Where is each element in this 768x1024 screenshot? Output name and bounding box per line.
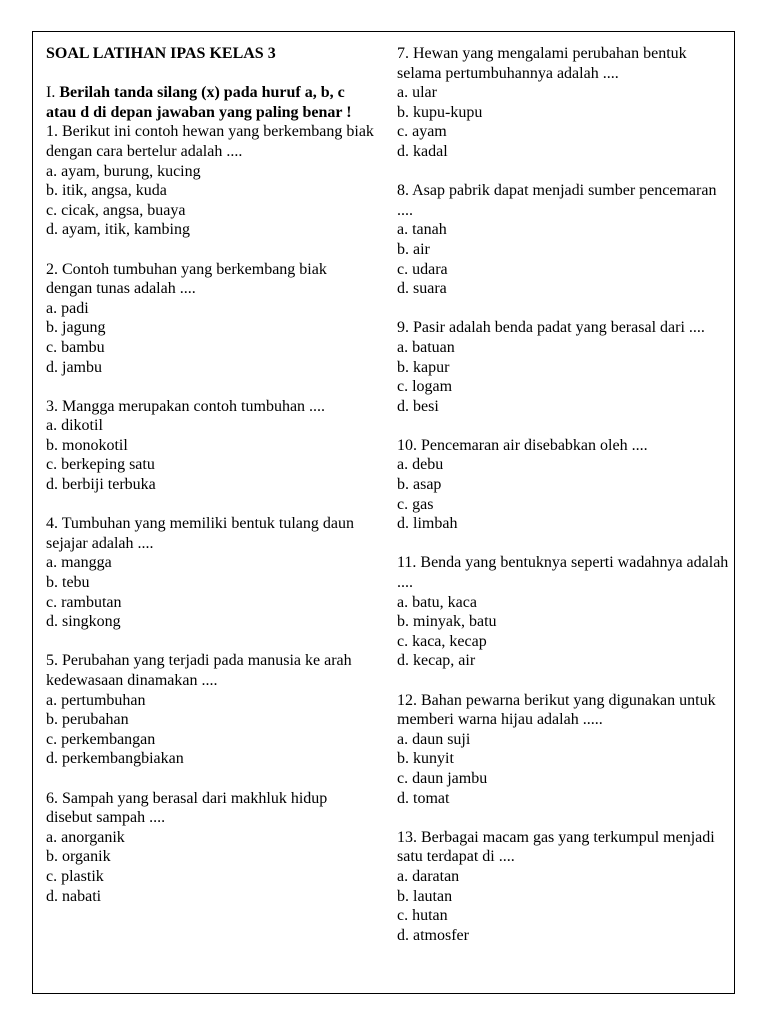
answer-option: d. perkembangbiakan [46,750,184,768]
answer-option: b. monokotil [46,436,128,454]
question-text: 2. Contoh tumbuhan yang berkembang biak dengan tunas adalah .... [46,260,327,298]
answer-option: a. daun suji [397,730,471,748]
title-spacer [46,64,376,84]
left-column [46,44,376,906]
answer-option: c. bambu [46,338,105,356]
answer-option: c. berkeping satu [46,456,155,474]
answer-option: c. rambutan [46,593,122,611]
answer-option: d. singkong [46,613,121,631]
answer-option: c. daun jambu [397,769,488,787]
right-column [397,44,731,945]
answer-option: b. air [397,240,430,258]
answer-option: a. tanah [397,221,447,239]
answer-option: a. ayam, burung, kucing [46,162,201,180]
answer-option: a. batu, kaca [397,593,477,611]
question-1 [46,122,376,240]
answer-option: c. gas [397,495,434,513]
question-text: 8. Asap pabrik dapat menjadi sumber pencemaran .... [397,182,717,219]
worksheet-page [32,31,735,994]
answer-option: a. daratan [397,867,460,885]
instruction-bold: Berilah tanda silang (x) pada huruf a, b, c atau d di depan jawaban yang paling benar ! [46,84,352,121]
question-3 [46,397,376,495]
section-number: I. [46,84,56,102]
question-10 [397,436,731,534]
question-6 [46,789,376,907]
answer-option: d. besi [397,397,439,415]
answer-option: d. atmosfer [397,926,469,944]
answer-option: d. berbiji terbuka [46,476,156,494]
right-question-list [397,44,731,945]
answer-option: c. ayam [397,123,447,141]
question-text: 7. Hewan yang mengalami perubahan bentuk selama pertumbuhannya adalah .... [397,45,687,82]
question-7 [397,44,731,162]
answer-option: b. kapur [397,358,450,376]
answer-option: d. jambu [46,358,102,376]
answer-option: a. dikotil [46,417,103,435]
question-text: 13. Berbagai macam gas yang terkumpul menjadi satu terdapat di .... [397,828,715,866]
answer-option: d. kadal [397,142,448,160]
question-text: 12. Bahan pewarna berikut yang digunakan untuk memberi warna hijau adalah ..... [397,691,716,729]
answer-option: d. tomat [397,789,450,807]
answer-option: b. minyak, batu [397,613,497,631]
answer-option: a. padi [46,299,89,317]
answer-option: b. lautan [397,887,453,905]
question-text: 6. Sampah yang berasal dari makhluk hidup disebut sampah .... [46,789,328,827]
answer-option: b. perubahan [46,711,129,729]
answer-option: b. kupu-kupu [397,103,483,121]
answer-option: c. logam [397,378,453,396]
question-13 [397,828,731,946]
answer-option: d. nabati [46,887,102,905]
answer-option: b. asap [397,476,442,494]
question-text: 1. Berikut ini contoh hewan yang berkembang biak dengan cara bertelur adalah .... [46,123,374,160]
answer-option: c. kaca, kecap [397,632,487,650]
answer-option: a. anorganik [46,828,125,846]
answer-option: b. organik [46,848,111,866]
answer-option: a. mangga [46,554,112,572]
question-text: 5. Perubahan yang terjadi pada manusia ke arah kedewasaan dinamakan .... [46,652,352,689]
left-question-list [46,122,376,906]
answer-option: c. plastik [46,867,104,885]
question-text: 11. Benda yang bentuknya seperti wadahnya adalah .... [397,554,729,592]
question-text: 4. Tumbuhan yang memiliki bentuk tulang daun sejajar adalah .... [46,515,354,552]
question-8 [397,181,731,299]
answer-option: b. kunyit [397,750,454,768]
answer-option: b. jagung [46,319,106,337]
answer-option: c. perkembangan [46,730,156,748]
answer-option: d. kecap, air [397,652,476,670]
instruction-text [46,83,376,122]
question-2 [46,260,376,378]
question-text: 9. Pasir adalah benda padat yang berasal dari .... [397,319,705,337]
question-12 [397,691,731,809]
answer-option: c. hutan [397,907,448,925]
answer-option: c. udara [397,260,448,278]
answer-option: b. tebu [46,574,90,592]
question-4 [46,514,376,632]
page-title: SOAL LATIHAN IPAS KELAS 3 [46,45,276,62]
answer-option: d. limbah [397,515,458,533]
answer-option: a. pertumbuhan [46,691,146,709]
answer-option: a. batuan [397,338,455,356]
question-9 [397,318,731,416]
answer-option: c. cicak, angsa, buaya [46,201,186,219]
answer-option: a. debu [397,456,444,474]
answer-option: a. ular [397,84,437,102]
answer-option: d. ayam, itik, kambing [46,221,190,239]
question-text: 3. Mangga merupakan contoh tumbuhan .... [46,397,326,415]
question-text: 10. Pencemaran air disebabkan oleh .... [397,436,648,454]
answer-option: d. suara [397,280,447,298]
answer-option: b. itik, angsa, kuda [46,182,167,200]
question-5 [46,651,376,769]
question-11 [397,553,731,671]
